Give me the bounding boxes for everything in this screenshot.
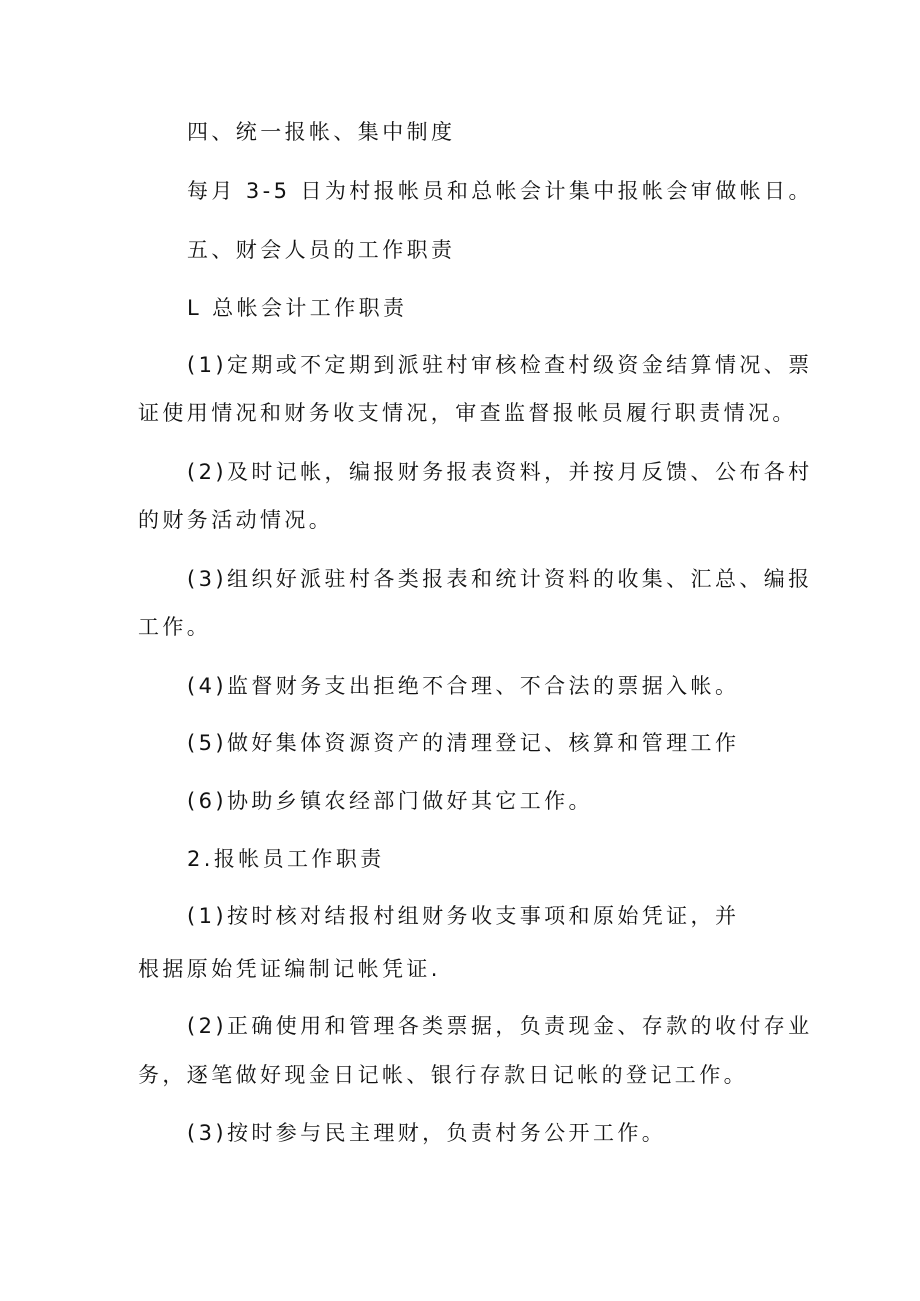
list-item-text: (3)按时参与民主理财，负责村务公开工作。 xyxy=(187,1121,667,1145)
list-item-text: 务，逐笔做好现金日记帐、银行存款日记帐的登记工作。 xyxy=(138,1063,748,1087)
list-item-text: 的财务活动情况。 xyxy=(138,508,334,532)
list-item-text: 根据原始凭证编制记帐凭证. xyxy=(138,957,441,981)
list-item-text: (2)正确使用和管理各类票据，负责现金、存款的收付存业 xyxy=(187,1014,813,1038)
list-item-text: (1)定期或不定期到派驻村审核检查村级资金结算情况、票 xyxy=(187,353,813,377)
section-heading-5: 五、财会人员的工作职责 xyxy=(187,238,456,262)
section-heading-4: 四、统一报帐、集中制度 xyxy=(187,120,456,144)
list-item-text: (3)组织好派驻村各类报表和统计资料的收集、汇总、编报 xyxy=(187,567,813,591)
subsection-heading: 2.报帐员工作职责 xyxy=(187,847,385,871)
list-item-text: (4)监督财务支出拒绝不合理、不合法的票据入帐。 xyxy=(187,674,740,698)
list-item-text: (1)按时核对结报村组财务收支事项和原始凭证，并 xyxy=(187,904,740,928)
list-item-text: 工作。 xyxy=(138,615,212,639)
subsection-heading: L 总帐会计工作职责 xyxy=(187,296,408,320)
list-item-text: (5)做好集体资源资产的清理登记、核算和管理工作 xyxy=(187,731,740,755)
list-item-text: 证使用情况和财务收支情况，审查监督报帐员履行职责情况。 xyxy=(138,401,797,425)
paragraph-text: 每月 3-5 日为村报帐员和总帐会计集中报帐会审做帐日。 xyxy=(187,179,813,203)
list-item-text: (6)协助乡镇农经部门做好其它工作。 xyxy=(187,789,593,813)
list-item-text: (2)及时记帐，编报财务报表资料，并按月反馈、公布各村 xyxy=(187,460,813,484)
